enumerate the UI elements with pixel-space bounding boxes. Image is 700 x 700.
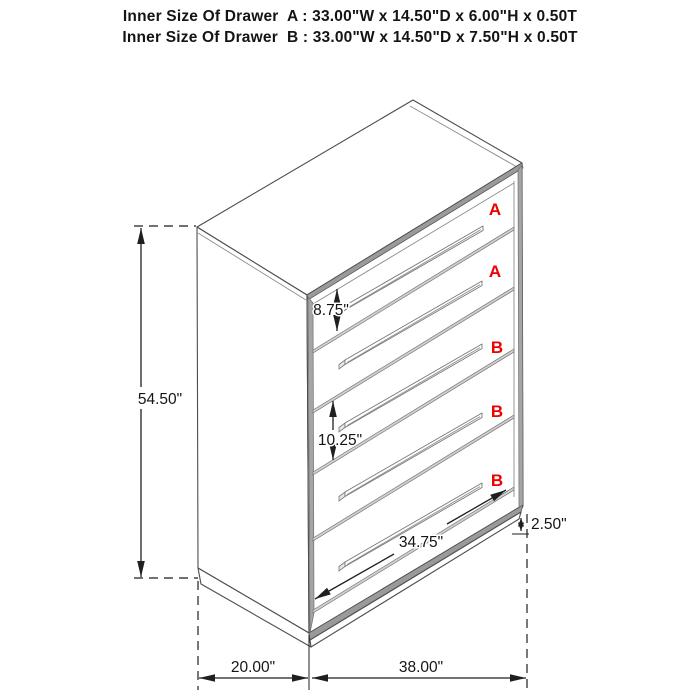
title-line-1: Inner Size Of Drawer A : 33.00"W x 14.50"D x 6.00"H x 0.50T xyxy=(122,8,578,25)
dimension-value: 2.50" xyxy=(531,516,567,533)
dimension-value: 54.50" xyxy=(137,391,183,408)
dimension-base-height xyxy=(512,516,567,534)
drawer-label: A xyxy=(488,262,502,281)
drawer-label: B xyxy=(490,402,504,421)
drawer-label: B xyxy=(490,338,504,357)
dimension-value: 10.25" xyxy=(317,432,363,449)
chest-drawing xyxy=(197,100,523,647)
dimension-overall-height xyxy=(134,226,198,578)
drawer-label: B xyxy=(490,471,504,490)
dimension-value: 38.00" xyxy=(398,659,444,676)
dimension-depth xyxy=(199,659,308,678)
dimension-value: 8.75" xyxy=(313,302,349,319)
dimension-value: 20.00" xyxy=(230,659,276,676)
side-panel xyxy=(197,227,309,633)
right-frame-strip xyxy=(518,165,523,512)
title-line-2: Inner Size Of Drawer B : 33.00"W x 14.50"D x 7.50"H x 0.50T xyxy=(122,29,578,46)
dimension-value: 34.75" xyxy=(398,534,444,551)
dimension-overall-width xyxy=(312,659,526,678)
drawer-label: A xyxy=(488,200,502,219)
